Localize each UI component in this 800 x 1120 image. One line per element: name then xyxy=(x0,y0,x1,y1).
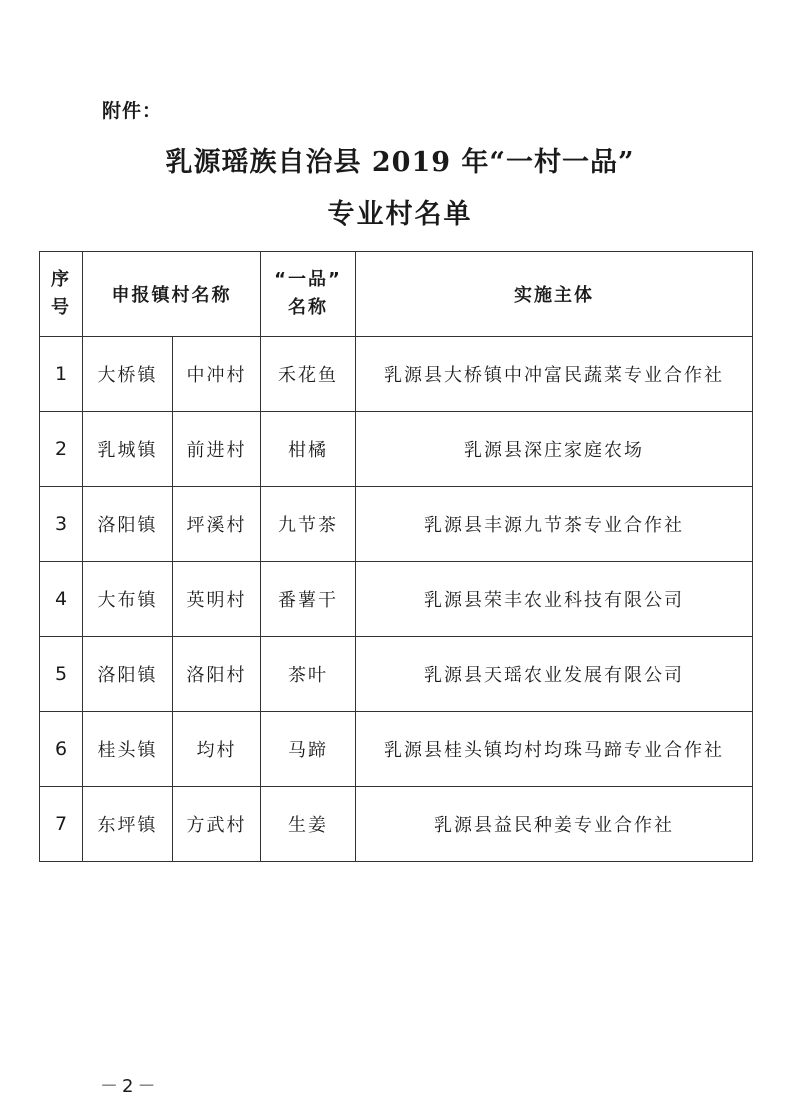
cell-product: 马蹄 xyxy=(261,712,356,787)
attachment-label: 附件： xyxy=(102,100,163,122)
cell-town: 乳城镇 xyxy=(83,412,173,487)
header-seq-line1: 序 xyxy=(51,269,71,290)
table-row xyxy=(40,637,753,712)
cell-town: 桂头镇 xyxy=(83,712,173,787)
cell-entity: 乳源县荣丰农业科技有限公司 xyxy=(356,562,753,637)
header-seq xyxy=(40,252,83,337)
cell-product: 九节茶 xyxy=(261,487,356,562)
header-product xyxy=(261,252,356,337)
cell-entity: 乳源县桂头镇均村均珠马蹄专业合作社 xyxy=(356,712,753,787)
village-list-table xyxy=(39,251,753,862)
cell-town: 大布镇 xyxy=(83,562,173,637)
cell-seq: 3 xyxy=(40,487,83,562)
table-row xyxy=(40,337,753,412)
cell-town: 大桥镇 xyxy=(83,337,173,412)
cell-seq: 2 xyxy=(40,412,83,487)
cell-product: 番薯干 xyxy=(261,562,356,637)
header-seq-line2: 号 xyxy=(51,297,71,318)
cell-village: 英明村 xyxy=(173,562,261,637)
document-subtitle: 专业村名单 xyxy=(327,199,473,230)
cell-product: 禾花鱼 xyxy=(261,337,356,412)
table-row xyxy=(40,787,753,862)
cell-entity: 乳源县大桥镇中冲富民蔬菜专业合作社 xyxy=(356,337,753,412)
table-row xyxy=(40,712,753,787)
cell-entity: 乳源县天瑶农业发展有限公司 xyxy=(356,637,753,712)
cell-seq: 7 xyxy=(40,787,83,862)
cell-village: 坪溪村 xyxy=(173,487,261,562)
header-product-line1: “一品” xyxy=(274,269,342,290)
cell-entity: 乳源县丰源九节茶专业合作社 xyxy=(356,487,753,562)
header-product-line2: 名称 xyxy=(288,297,328,318)
table-row xyxy=(40,562,753,637)
table-row xyxy=(40,412,753,487)
cell-seq: 6 xyxy=(40,712,83,787)
cell-product: 茶叶 xyxy=(261,637,356,712)
cell-seq: 5 xyxy=(40,637,83,712)
cell-village: 前进村 xyxy=(173,412,261,487)
header-town-village: 申报镇村名称 xyxy=(83,252,261,337)
document-title: 乳源瑶族自治县 2019 年“一村一品” xyxy=(165,147,635,178)
cell-town: 洛阳镇 xyxy=(83,487,173,562)
table-row xyxy=(40,487,753,562)
page-number: －2－ xyxy=(100,1076,160,1097)
header-entity: 实施主体 xyxy=(356,252,753,337)
cell-product: 生姜 xyxy=(261,787,356,862)
cell-village: 洛阳村 xyxy=(173,637,261,712)
cell-village: 中冲村 xyxy=(173,337,261,412)
cell-village: 均村 xyxy=(173,712,261,787)
cell-entity: 乳源县深庄家庭农场 xyxy=(356,412,753,487)
table-header-row xyxy=(40,252,753,337)
cell-seq: 4 xyxy=(40,562,83,637)
cell-product: 柑橘 xyxy=(261,412,356,487)
cell-entity: 乳源县益民种姜专业合作社 xyxy=(356,787,753,862)
cell-town: 洛阳镇 xyxy=(83,637,173,712)
cell-village: 方武村 xyxy=(173,787,261,862)
cell-town: 东坪镇 xyxy=(83,787,173,862)
cell-seq: 1 xyxy=(40,337,83,412)
